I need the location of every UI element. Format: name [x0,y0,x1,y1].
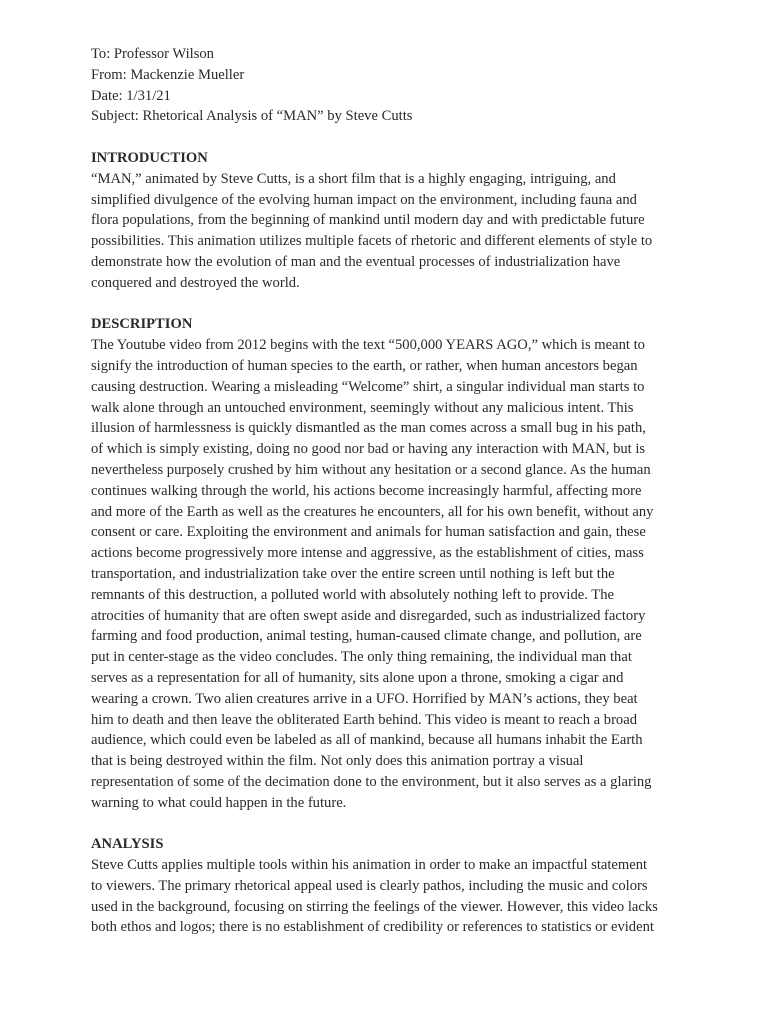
paragraph-line: illusion of harmlessness is quickly dismantled as the man comes across a small bug in his path, [91,420,646,437]
paragraph-line: that is being destroyed within the film. Not only does this animation portray a visual [91,753,584,770]
paragraph-line: serves as a representation for all of humanity, sits alone upon a throne, smoking a cigar and [91,669,624,686]
introduction-paragraph [91,169,681,294]
paragraph-line: audience, which could even be labeled as all of mankind, because all humans inhabit the Earth [91,732,643,749]
description-heading: DESCRIPTION [91,316,193,333]
paragraph-line: used in the background, focusing on stirring the feelings of the viewer. However, this video lacks [91,898,658,915]
analysis-paragraph [91,855,681,938]
paragraph-line: actions become progressively more intense and aggressive, as the establishment of cities, mass [91,545,644,562]
memo-date: Date: 1/31/21 [91,87,171,104]
paragraph-line: farming and food production, animal testing, human-caused climate change, and pollution, are [91,628,642,645]
paragraph-line: wearing a crown. Two alien creatures arrive in a UFO. Horrified by MAN’s actions, they beat [91,690,638,707]
memo-from: From: Mackenzie Mueller [91,66,245,83]
document-page [91,44,681,938]
paragraph-line: flora populations, from the beginning of mankind until modern day and with predictable future [91,212,645,229]
paragraph-line: atrocities of humanity that are often swept aside and disregarded, such as industrialized factory [91,607,646,624]
paragraph-line: continues walking through the world, his actions become increasingly harmful, affecting more [91,482,642,499]
paragraph-line: put in center-stage as the video concludes. The only thing remaining, the individual man that [91,649,632,666]
paragraph-line: both ethos and logos; there is no establishment of credibility or references to statistics or evident [91,919,654,936]
paragraph-line: representation of some of the decimation done to the environment, but it also serves as a glaring [91,773,652,790]
paragraph-line: The Youtube video from 2012 begins with the text “500,000 YEARS AGO,” which is meant to [91,337,645,354]
memo-to: To: Professor Wilson [91,46,214,62]
introduction-heading: INTRODUCTION [91,149,208,166]
paragraph-line: simplified divulgence of the evolving human impact on the environment, including fauna and [91,191,637,208]
paragraph-line: to viewers. The primary rhetorical appeal used is clearly pathos, including the music and colors [91,877,648,894]
paragraph-line: and more of the Earth as well as the creatures he encounters, all for his own benefit, without any [91,503,654,520]
description-paragraph [91,335,681,813]
memo-subject: Subject: Rhetorical Analysis of “MAN” by Steve Cutts [91,108,413,125]
memo-header [91,44,681,127]
paragraph-line: consent or care. Exploiting the environment and animals for human satisfaction and gain, these [91,524,646,541]
paragraph-line: walk alone through an untouched environment, seemingly without any malicious intent. This [91,399,634,416]
analysis-section [91,834,681,938]
description-section [91,314,681,813]
paragraph-line: signify the introduction of human species to the earth, or rather, when human ancestors began [91,357,638,374]
paragraph-line: “MAN,” animated by Steve Cutts, is a short film that is a highly engaging, intriguing, and [91,170,616,187]
paragraph-line: transportation, and industrialization take over the entire screen until nothing is left but the [91,565,615,582]
paragraph-line: warning to what could happen in the future. [91,794,347,811]
paragraph-line: of which is simply existing, doing no good nor bad or having any interaction with MAN, but is [91,441,646,458]
introduction-section [91,148,681,294]
paragraph-line: remnants of this destruction, a polluted world with absolutely nothing left to provide. The [91,586,614,603]
paragraph-line: conquered and destroyed the world. [91,274,300,291]
paragraph-line: nevertheless purposely crushed by him without any hesitation or a second glance. As the human [91,461,651,478]
paragraph-line: possibilities. This animation utilizes multiple facets of rhetoric and different elements of style to [91,233,653,250]
paragraph-line: him to death and then leave the obliterated Earth behind. This video is meant to reach a broad [91,711,638,728]
analysis-heading: ANALYSIS [91,836,164,853]
paragraph-line: causing destruction. Wearing a misleading “Welcome” shirt, a singular individual man starts to [91,378,645,395]
paragraph-line: demonstrate how the evolution of man and the eventual processes of industrialization have [91,253,621,270]
paragraph-line: Steve Cutts applies multiple tools within his animation in order to make an impactful statement [91,857,648,874]
